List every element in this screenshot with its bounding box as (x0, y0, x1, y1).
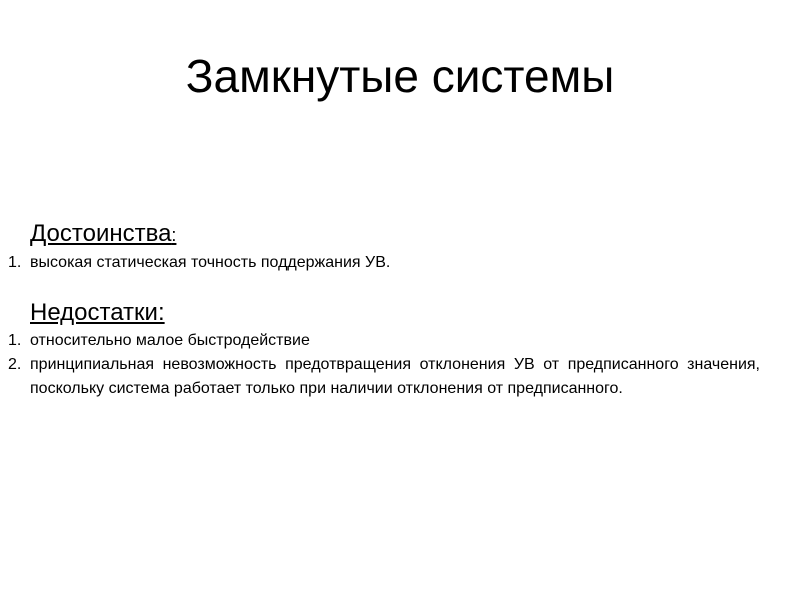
list-item-text: принципиальная невозможность предотвращения отклонения УВ от предписанного значения, поскольку система работает только при наличии отклонения от предписанного. (30, 356, 760, 397)
advantages-heading (30, 218, 760, 251)
disadvantages-heading: Недостатки: (30, 299, 165, 326)
list-item (0, 251, 760, 275)
list-item-number: 1. (8, 254, 22, 271)
slide-title: Замкнутые системы (185, 50, 615, 102)
slide-content (8, 218, 760, 401)
list-item (0, 329, 760, 353)
list-item-number: 1. (8, 332, 22, 349)
list-item-number: 2. (8, 356, 22, 373)
list-item-text: высокая статическая точность поддержания УВ. (30, 254, 391, 271)
disadvantages-list (8, 329, 760, 401)
section-spacer (30, 275, 760, 297)
advantages-heading-text: Достоинства (30, 220, 172, 247)
advantages-list (8, 251, 760, 275)
list-item-text: относительно малое быстродействие (30, 332, 310, 349)
list-item (0, 353, 760, 401)
advantages-heading-colon: : (171, 225, 177, 245)
